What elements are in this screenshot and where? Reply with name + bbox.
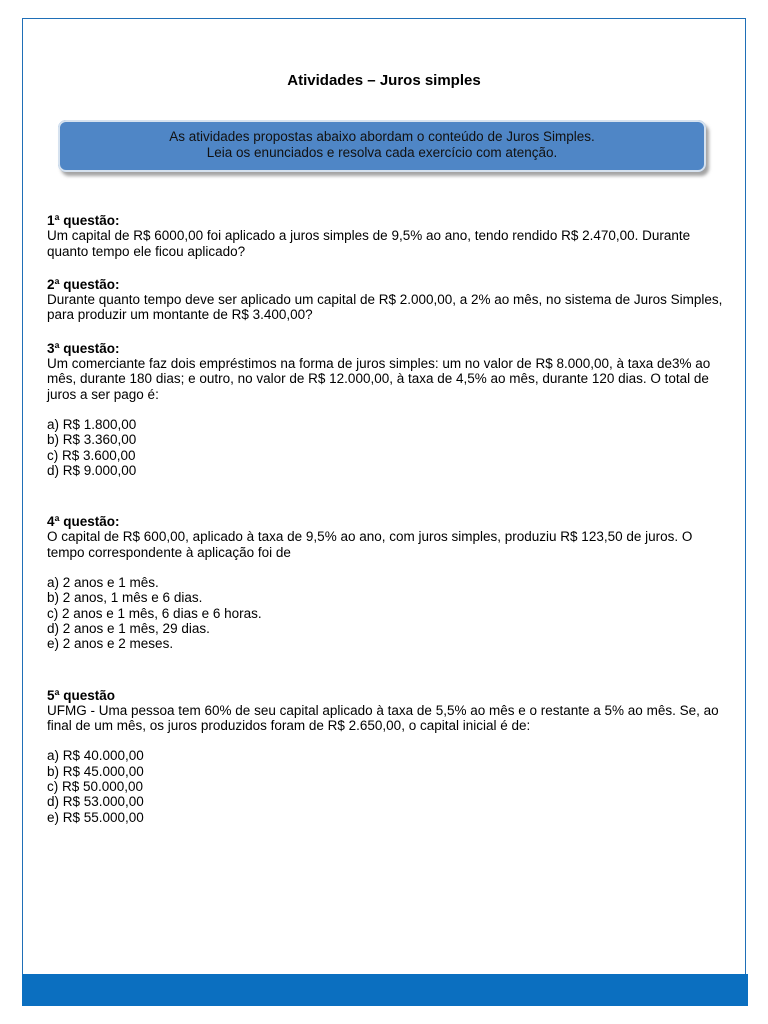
option-b: b) 2 anos, 1 mês e 6 dias. bbox=[47, 590, 203, 606]
question-title: 4ª questão: bbox=[47, 514, 120, 530]
question-title: 5ª questão bbox=[47, 687, 116, 703]
question-text: Um comerciante faz dois empréstimos na forma de juros simples: um no valor de R$ 8.000,00, à taxa de3% ao mês, durante 180 dias; e outro, no valor de R$ 12.000,00, à taxa de 4,5% ao mês, durante 120 dias. O total de juros a ser pago é: bbox=[47, 356, 711, 402]
option-e: e) 2 anos e 2 meses. bbox=[47, 636, 174, 652]
option-b: b) R$ 3.360,00 bbox=[47, 432, 137, 448]
page-title: Atividades – Juros simples bbox=[287, 72, 481, 89]
question-text: Um capital de R$ 6000,00 foi aplicado a juros simples de 9,5% ao ano, tendo rendido R$ 2.470,00. Durante quanto tempo ele ficou aplicado? bbox=[47, 228, 691, 259]
question-title: 2ª questão: bbox=[47, 276, 120, 292]
option-d: d) R$ 53.000,00 bbox=[47, 794, 144, 810]
option-b: b) R$ 45.000,00 bbox=[47, 763, 144, 779]
option-e: e) R$ 55.000,00 bbox=[47, 809, 144, 825]
option-d: d) R$ 9.000,00 bbox=[47, 462, 137, 478]
banner-line-1: As atividades propostas abaixo abordam o conteúdo de Juros Simples. bbox=[169, 129, 595, 144]
question-title: 3ª questão: bbox=[47, 340, 120, 356]
option-a: a) 2 anos e 1 mês. bbox=[47, 575, 159, 591]
answer-options bbox=[47, 417, 727, 478]
question-4 bbox=[47, 514, 727, 651]
question-5 bbox=[47, 688, 727, 825]
question-text: Durante quanto tempo deve ser aplicado um capital de R$ 2.000,00, a 2% ao mês, no sistema de Juros Simples, para produzir um montante de R$ 3.400,00? bbox=[47, 292, 723, 323]
footer-bar bbox=[22, 974, 748, 1006]
answer-options bbox=[47, 575, 727, 651]
answer-options bbox=[47, 748, 727, 824]
question-title: 1ª questão: bbox=[47, 213, 120, 228]
question-2 bbox=[47, 277, 727, 323]
banner-line-2: Leia os enunciados e resolva cada exercício com atenção. bbox=[206, 145, 558, 160]
questions-content bbox=[47, 213, 727, 825]
option-c: c) 2 anos e 1 mês, 6 dias e 6 horas. bbox=[47, 605, 262, 621]
option-a: a) R$ 1.800,00 bbox=[47, 416, 137, 432]
question-3 bbox=[47, 341, 727, 478]
option-a: a) R$ 40.000,00 bbox=[47, 748, 144, 764]
intro-banner bbox=[58, 120, 706, 172]
question-text: O capital de R$ 600,00, aplicado à taxa de 9,5% ao ano, com juros simples, produziu R$ 123,50 de juros. O tempo correspondente à aplicação foi de bbox=[47, 529, 693, 560]
option-c: c) R$ 3.600,00 bbox=[47, 447, 136, 463]
option-d: d) 2 anos e 1 mês, 29 dias. bbox=[47, 620, 210, 636]
question-1 bbox=[47, 213, 727, 259]
question-text: UFMG - Uma pessoa tem 60% de seu capital aplicado à taxa de 5,5% ao mês e o restante a 5% ao mês. Se, ao final de um mês, os juros produzidos foram de R$ 2.650,00, o capital inicial é de: bbox=[47, 702, 719, 734]
option-c: c) R$ 50.000,00 bbox=[47, 779, 144, 795]
